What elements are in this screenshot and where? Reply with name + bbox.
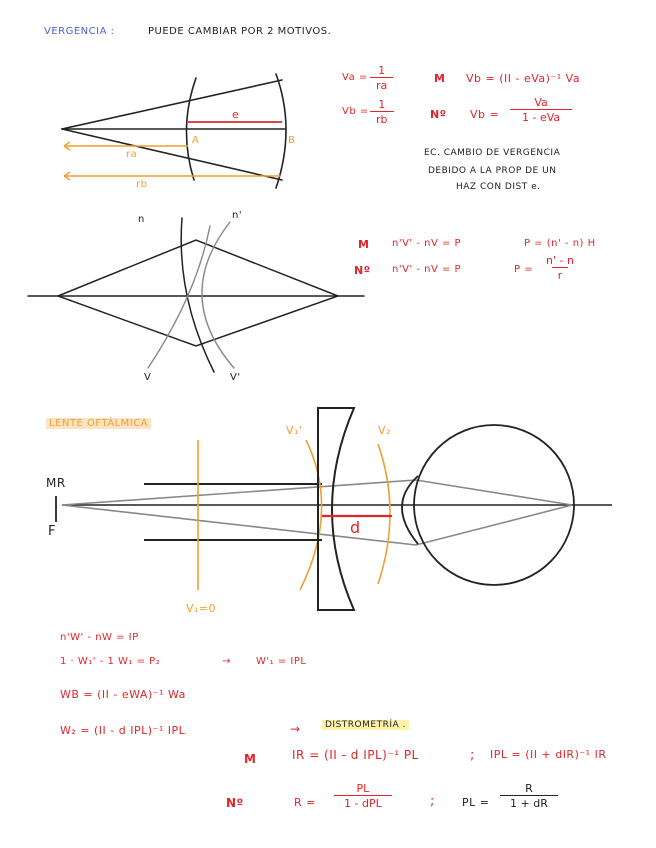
eq1-note-line2: DEBIDO A LA PROP DE UN <box>428 166 557 176</box>
fig3-lens <box>318 408 354 610</box>
eq3-m-tag: M <box>244 752 257 766</box>
eq2-m-tag: M <box>358 238 370 251</box>
eq3-line4: W₂ = (II - d IPL)⁻¹ IPL <box>60 724 186 737</box>
heading-vergencia: VERGENCIA : <box>44 26 115 37</box>
eq1-note-line1: EC. CAMBIO DE VERGENCIA <box>424 148 561 158</box>
fig1-label-e: e <box>232 108 240 121</box>
eq1-vb-num: 1 <box>378 98 386 111</box>
eq1-n-lhs: Vb = <box>470 108 500 121</box>
eq2-n-eq: n'V' - nV = P <box>392 264 462 275</box>
eq2-n-tag: Nº <box>354 264 371 277</box>
eq3-line2c: W'₁ = IPL <box>256 656 307 667</box>
fig3-label-v0: V₁=0 <box>186 602 217 615</box>
fig2-label-v2: V' <box>230 372 241 383</box>
eq1-m-eq: Vb = (II - eVa)⁻¹ Va <box>466 72 581 85</box>
eq2-m-eq: n'V' - nV = P <box>392 238 462 249</box>
fig3-label-f: F <box>48 524 56 539</box>
eq3-line2-arrow: → <box>222 656 231 667</box>
fig2-label-n: n <box>138 214 145 225</box>
eq3-n-num1: PL <box>356 782 370 795</box>
fig1-label-rb: rb <box>136 179 148 190</box>
eq1-vb-lhs: Vb = <box>342 106 369 117</box>
eq1-va-num: 1 <box>378 64 386 77</box>
fig2-label-v: V <box>144 372 152 383</box>
fig3-title: LENTE OFTÁLMICA <box>46 418 151 429</box>
eq3-n-tag: Nº <box>226 796 244 810</box>
eq3-n-lhs2: PL = <box>462 796 490 809</box>
eq2-m-p: P = (n' - n) H <box>524 238 596 249</box>
fig3-label-d: d <box>350 518 361 537</box>
fig2-label-n2: n' <box>232 210 243 221</box>
eq3-line1: n'W' - nW = IP <box>60 632 139 643</box>
heading-subtitle: PUEDE CAMBIAR POR 2 MOTIVOS. <box>148 26 332 37</box>
eq3-n-frac2 <box>500 782 558 810</box>
eq2-n-den: r <box>552 267 569 282</box>
eq3-n-lhs1: R = <box>294 796 316 809</box>
eq1-va-lhs: Va = <box>342 72 368 83</box>
eq3-n-num2: R <box>525 782 533 795</box>
fig3-label-mr: MR <box>46 476 66 490</box>
eq3-n-den1: 1 - dPL <box>334 795 392 810</box>
eq3-m-eq1: IR = (II - d IPL)⁻¹ PL <box>292 748 419 762</box>
fig1-label-ra: ra <box>126 149 138 160</box>
eq1-vb-den: rb <box>370 111 394 126</box>
eq1-note-line3: HAZ CON DIST e. <box>456 182 541 192</box>
eq1-n-num: Va <box>534 96 548 109</box>
eq1-n-den: 1 - eVa <box>510 109 572 124</box>
eq1-m-tag: M <box>434 72 446 85</box>
fig1-label-b: B <box>288 135 296 146</box>
eq3-line4-arrow: → <box>290 722 301 736</box>
fig3-arc-v2 <box>378 444 390 584</box>
eq3-line3: WB = (II - eWA)⁻¹ Wa <box>60 688 186 701</box>
eq2-n-num: n' - n <box>546 254 574 267</box>
eq3-line2a: 1 · W₁' - 1 W₁ = P₂ <box>60 656 161 667</box>
eq3-n-frac1 <box>334 782 392 810</box>
eq3-distrometria-tag: DISTROMETRÍA . <box>322 720 409 730</box>
eq1-va-den: ra <box>370 77 393 92</box>
eq1-n-tag: Nº <box>430 108 447 121</box>
eq2-n-plhs: P = <box>514 264 534 275</box>
eq3-n-sep: ; <box>430 794 435 809</box>
fig3-label-v1: V₁' <box>286 424 303 437</box>
fig3-label-v2: V₂ <box>378 424 391 437</box>
eq3-n-den2: 1 + dR <box>500 795 558 810</box>
eq3-m-sep: ; <box>470 748 475 763</box>
eq3-m-eq2: IPL = (II + dIR)⁻¹ IR <box>490 748 607 761</box>
fig1-label-a: A <box>192 135 200 146</box>
